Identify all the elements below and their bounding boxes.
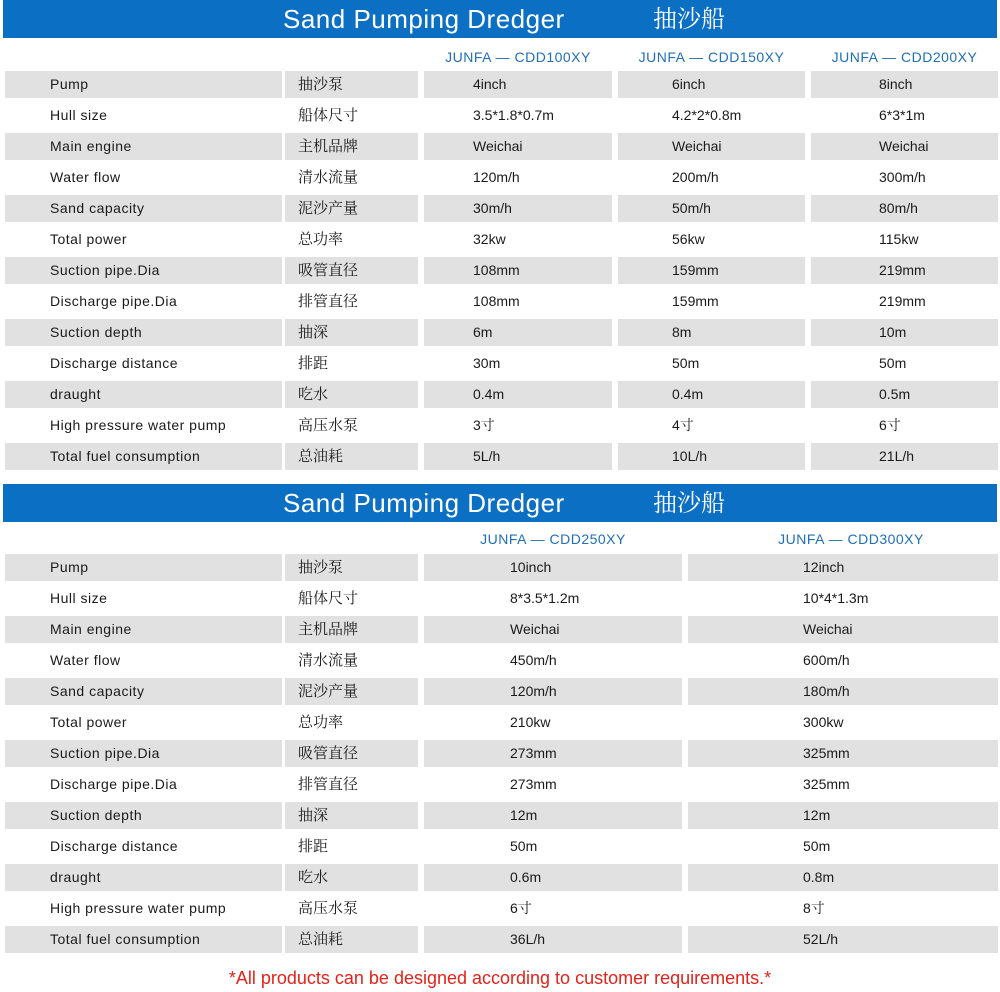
value-cell: 210kw: [510, 714, 551, 730]
table-row: [0, 379, 1000, 410]
value-cell: 50m: [510, 838, 538, 854]
row-label-cn: 抽深: [285, 802, 418, 829]
value-cell: 30m/h: [424, 195, 612, 222]
table2-title-en: Sand Pumping Dredger: [283, 488, 565, 518]
row-label-en: Suction pipe.Dia: [5, 257, 282, 284]
value-cell: 6寸: [879, 417, 901, 433]
table-row: [0, 862, 1000, 893]
row-label-en: Suction depth: [5, 319, 282, 346]
value-cell: 10inch: [424, 554, 682, 581]
value-cell: 600m/h: [803, 652, 850, 668]
table1-title-en: Sand Pumping Dredger: [283, 4, 565, 34]
table2-model-2: JUNFA — CDD300XY: [778, 531, 924, 547]
value-cell: 8寸: [803, 900, 825, 916]
value-cell: 8*3.5*1.2m: [510, 590, 580, 606]
value-cell: 300m/h: [879, 169, 926, 185]
value-cell: 50m: [803, 838, 831, 854]
table-row: [0, 69, 1000, 100]
value-cell: 0.5m: [811, 381, 998, 408]
row-label-cn: 清水流量: [298, 168, 359, 186]
value-cell: 325mm: [803, 776, 850, 792]
row-label-en: draught: [5, 864, 282, 891]
value-cell: 120m/h: [424, 678, 682, 705]
row-label-cn: 主机品牌: [285, 616, 418, 643]
row-label-cn: 高压水泵: [298, 899, 359, 917]
row-label-en: Water flow: [50, 652, 121, 668]
row-label-cn: 总油耗: [285, 443, 418, 470]
value-cell: 21L/h: [811, 443, 998, 470]
value-cell: 219mm: [879, 293, 926, 309]
table-row: [0, 131, 1000, 162]
value-cell: 6*3*1m: [879, 107, 925, 123]
table-row: [0, 831, 1000, 862]
row-label-cn: 总功率: [298, 713, 344, 731]
value-cell: 4寸: [672, 417, 694, 433]
table1-model-1: JUNFA — CDD100XY: [445, 49, 591, 65]
value-cell: 12inch: [688, 554, 998, 581]
table2-model-1: JUNFA — CDD250XY: [480, 531, 626, 547]
value-cell: 6m: [424, 319, 612, 346]
value-cell: 219mm: [811, 257, 998, 284]
value-cell: 8inch: [811, 71, 998, 98]
value-cell: 273mm: [510, 776, 557, 792]
value-cell: Weichai: [424, 133, 612, 160]
value-cell: 180m/h: [688, 678, 998, 705]
row-label-cn: 泥沙产量: [285, 678, 418, 705]
row-label-en: Discharge distance: [50, 355, 179, 371]
value-cell: 325mm: [688, 740, 998, 767]
value-cell: 50m/h: [618, 195, 805, 222]
row-label-en: Main engine: [5, 616, 282, 643]
row-label-cn: 排距: [298, 837, 329, 855]
value-cell: Weichai: [424, 616, 682, 643]
value-cell: 3.5*1.8*0.7m: [473, 107, 554, 123]
table-row: [0, 224, 1000, 255]
row-label-en: Discharge distance: [50, 838, 179, 854]
value-cell: 6inch: [618, 71, 805, 98]
row-label-cn: 抽深: [285, 319, 418, 346]
table1-title-cn: 抽沙船: [653, 5, 725, 33]
value-cell: 0.4m: [424, 381, 612, 408]
value-cell: 12m: [688, 802, 998, 829]
row-label-en: Pump: [5, 71, 282, 98]
row-label-cn: 吃水: [285, 381, 418, 408]
row-label-cn: 船体尺寸: [298, 106, 359, 124]
table-row: [0, 552, 1000, 583]
value-cell: 0.6m: [424, 864, 682, 891]
row-label-cn: 排距: [298, 354, 329, 372]
value-cell: 10m: [811, 319, 998, 346]
table-row: [0, 769, 1000, 800]
row-label-en: Suction depth: [5, 802, 282, 829]
table-row: [0, 583, 1000, 614]
row-label-en: Discharge pipe.Dia: [50, 776, 178, 792]
value-cell: Weichai: [688, 616, 998, 643]
value-cell: 10L/h: [618, 443, 805, 470]
value-cell: 50m: [879, 355, 907, 371]
value-cell: 0.8m: [688, 864, 998, 891]
table-row: [0, 317, 1000, 348]
value-cell: 300kw: [803, 714, 844, 730]
table-row: [0, 100, 1000, 131]
row-label-en: Discharge pipe.Dia: [50, 293, 178, 309]
value-cell: 6寸: [510, 900, 532, 916]
table-row: [0, 255, 1000, 286]
row-label-en: Pump: [5, 554, 282, 581]
row-label-en: Total power: [50, 231, 128, 247]
row-label-cn: 吃水: [285, 864, 418, 891]
value-cell: 108mm: [473, 293, 520, 309]
value-cell: Weichai: [811, 133, 998, 160]
table-row: [0, 738, 1000, 769]
value-cell: 115kw: [879, 231, 919, 247]
value-cell: 8m: [618, 319, 805, 346]
value-cell: 80m/h: [811, 195, 998, 222]
table-row: [0, 676, 1000, 707]
row-label-cn: 排管直径: [298, 775, 359, 793]
value-cell: 4.2*2*0.8m: [672, 107, 742, 123]
row-label-cn: 主机品牌: [285, 133, 418, 160]
row-label-en: Hull size: [50, 590, 108, 606]
value-cell: 50m: [672, 355, 700, 371]
table-row: [0, 800, 1000, 831]
row-label-cn: 总功率: [298, 230, 344, 248]
value-cell: 159mm: [672, 293, 719, 309]
value-cell: 5L/h: [424, 443, 612, 470]
row-label-en: Total fuel consumption: [5, 926, 282, 953]
table1-model-header: [0, 45, 1000, 69]
row-label-cn: 排管直径: [298, 292, 359, 310]
value-cell: 36L/h: [424, 926, 682, 953]
value-cell: 32kw: [473, 231, 506, 247]
row-label-cn: 高压水泵: [298, 416, 359, 434]
row-label-en: High pressure water pump: [50, 417, 227, 433]
row-label-cn: 吸管直径: [285, 257, 418, 284]
table1-banner: [3, 0, 997, 38]
value-cell: 108mm: [424, 257, 612, 284]
row-label-cn: 抽沙泵: [285, 554, 418, 581]
value-cell: 273mm: [424, 740, 682, 767]
table-row: [0, 162, 1000, 193]
row-label-cn: 吸管直径: [285, 740, 418, 767]
value-cell: 0.4m: [618, 381, 805, 408]
value-cell: 3寸: [473, 417, 495, 433]
table2-model-header: [0, 527, 1000, 551]
value-cell: 159mm: [618, 257, 805, 284]
table-row: [0, 614, 1000, 645]
row-label-en: High pressure water pump: [50, 900, 227, 916]
table-row: [0, 645, 1000, 676]
row-label-en: draught: [5, 381, 282, 408]
table-row: [0, 893, 1000, 924]
row-label-cn: 清水流量: [298, 651, 359, 669]
table2-title-cn: 抽沙船: [653, 489, 725, 517]
table1-model-3: JUNFA — CDD200XY: [831, 49, 978, 65]
row-label-en: Hull size: [50, 107, 108, 123]
row-label-cn: 船体尺寸: [298, 589, 359, 607]
table-row: [0, 924, 1000, 955]
value-cell: 450m/h: [510, 652, 557, 668]
row-label-en: Total power: [50, 714, 128, 730]
value-cell: 30m: [473, 355, 501, 371]
row-label-cn: 抽沙泵: [285, 71, 418, 98]
row-label-en: Suction pipe.Dia: [5, 740, 282, 767]
value-cell: 10*4*1.3m: [803, 590, 869, 606]
row-label-en: Total fuel consumption: [5, 443, 282, 470]
table-row: [0, 348, 1000, 379]
value-cell: 200m/h: [672, 169, 719, 185]
row-label-en: Sand capacity: [5, 678, 282, 705]
row-label-cn: 泥沙产量: [285, 195, 418, 222]
row-label-en: Sand capacity: [5, 195, 282, 222]
row-label-cn: 总油耗: [285, 926, 418, 953]
table-row: [0, 410, 1000, 441]
value-cell: 120m/h: [473, 169, 520, 185]
table-row: [0, 441, 1000, 472]
value-cell: 52L/h: [688, 926, 998, 953]
table-row: [0, 193, 1000, 224]
table-row: [0, 707, 1000, 738]
table1-model-2: JUNFA — CDD150XY: [638, 49, 785, 65]
value-cell: 12m: [424, 802, 682, 829]
row-label-en: Main engine: [5, 133, 282, 160]
footnote: *All products can be designed according to customer requirements.*: [228, 968, 772, 988]
table2-banner: [3, 484, 997, 522]
value-cell: 4inch: [424, 71, 612, 98]
table-row: [0, 286, 1000, 317]
value-cell: 56kw: [672, 231, 705, 247]
value-cell: Weichai: [618, 133, 805, 160]
row-label-en: Water flow: [50, 169, 121, 185]
